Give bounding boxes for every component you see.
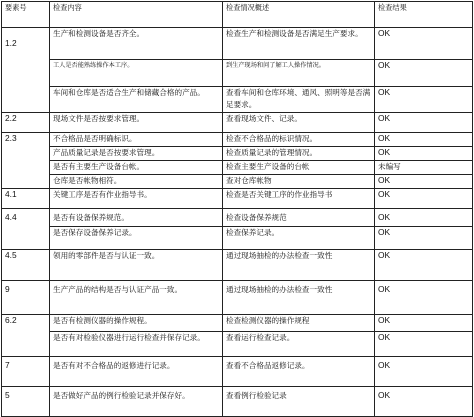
element-code: 4.4 xyxy=(2,209,50,250)
check-desc: 检查质量记录的管理情况。 xyxy=(223,147,375,161)
check-item: 是否有设备保养规范。 xyxy=(50,209,223,227)
table-row xyxy=(2,315,473,332)
check-result: OK xyxy=(375,113,473,133)
check-item: 是否有主要生产设备台帐。 xyxy=(50,161,223,175)
element-code: 2.3 xyxy=(2,133,50,189)
check-result: OK xyxy=(375,28,473,60)
check-desc: 检查保养记录。 xyxy=(223,227,375,250)
check-result: OK xyxy=(375,357,473,387)
check-item: 工人是否能熟练操作本工序。 xyxy=(50,60,223,87)
check-result: OK xyxy=(375,60,473,87)
check-result: OK xyxy=(375,332,473,357)
element-code: 9 xyxy=(2,281,50,315)
header-row xyxy=(2,2,473,28)
header-code: 要素号 xyxy=(2,2,50,28)
check-item: 生产和检测设备是否齐全。 xyxy=(50,28,223,60)
table-row xyxy=(2,357,473,387)
check-desc: 查看运行检查记录。 xyxy=(223,332,375,357)
element-code: 4.5 xyxy=(2,250,50,281)
check-item: 不合格品是否明确标识。 xyxy=(50,133,223,147)
check-desc: 到生产现场和问了解工人操作情况。 xyxy=(223,60,375,87)
check-result: OK xyxy=(375,281,473,315)
check-result: OK xyxy=(375,87,473,113)
check-item: 现场文件是否按要求管理。 xyxy=(50,113,223,133)
element-code: 7 xyxy=(2,357,50,387)
table-row xyxy=(2,87,473,113)
table-row xyxy=(2,227,473,250)
element-code: 2.2 xyxy=(2,113,50,133)
check-result: OK xyxy=(375,227,473,250)
check-desc: 检查生产和检测设备是否满足生产要求。 xyxy=(223,28,375,60)
check-result: OK xyxy=(375,387,473,417)
element-code: 6.2 xyxy=(2,315,50,357)
table-row xyxy=(2,175,473,189)
check-desc: 查看不合格品返修记录。 xyxy=(223,357,375,387)
table-row xyxy=(2,133,473,147)
check-desc: 通过现场抽检的办法检查一致性 xyxy=(223,281,375,315)
header-item: 检查内容 xyxy=(50,2,223,28)
table-row xyxy=(2,113,473,133)
header-result: 检查结果 xyxy=(375,2,473,28)
check-desc: 查对仓库帐物 xyxy=(223,175,375,189)
check-result: OK xyxy=(375,315,473,332)
check-desc: 检查是否关键工序的作业指导书 xyxy=(223,189,375,209)
check-desc: 检查检测仪器的操作规程 xyxy=(223,315,375,332)
check-item: 领用的零部件是否与认证一致。 xyxy=(50,250,223,281)
check-desc: 检查不合格品的标识情况。 xyxy=(223,133,375,147)
element-code: 1.2 xyxy=(2,28,50,113)
table-row xyxy=(2,161,473,175)
table-row xyxy=(2,147,473,161)
check-result: OK xyxy=(375,189,473,209)
element-code: 4.1 xyxy=(2,189,50,209)
check-desc: 检查主要生产设备的台帐 xyxy=(223,161,375,175)
inspection-table xyxy=(1,1,473,417)
table-row xyxy=(2,189,473,209)
check-desc: 通过现场抽检的办法检查一致性 xyxy=(223,250,375,281)
table-row xyxy=(2,28,473,60)
check-item: 是否保存设备保养记录。 xyxy=(50,227,223,250)
table-row xyxy=(2,387,473,417)
check-item: 仓库是否帐物相符。 xyxy=(50,175,223,189)
element-code: 5 xyxy=(2,387,50,417)
check-item: 生产产品的结构是否与认证产品一致。 xyxy=(50,281,223,315)
check-result: OK xyxy=(375,175,473,189)
table-row xyxy=(2,209,473,227)
check-desc: 查看现场文件、记录。 xyxy=(223,113,375,133)
check-item: 是否有对不合格品的返修进行记录。 xyxy=(50,357,223,387)
check-item: 车间和仓库是否适合生产和储藏合格的产品。 xyxy=(50,87,223,113)
check-item: 关键工序是否有作业指导书。 xyxy=(50,189,223,209)
check-desc: 检查设备保养规范 xyxy=(223,209,375,227)
check-item: 是否做好产品的例行检验记录并保存好。 xyxy=(50,387,223,417)
check-item: 是否有对检验仪器进行运行检查并保存记录。 xyxy=(50,332,223,357)
header-desc: 检查情况概述 xyxy=(223,2,375,28)
check-result: OK xyxy=(375,250,473,281)
check-desc: 查看车间和仓库环境、通风、照明等是否满足要求。 xyxy=(223,87,375,113)
check-item: 是否有检测仪器的操作规程。 xyxy=(50,315,223,332)
table-row xyxy=(2,281,473,315)
table-row xyxy=(2,250,473,281)
check-result: 未编写 xyxy=(375,161,473,175)
check-result: OK xyxy=(375,209,473,227)
check-desc: 查看例行检验记录 xyxy=(223,387,375,417)
table-row xyxy=(2,60,473,87)
check-result: OK xyxy=(375,147,473,161)
table-row xyxy=(2,332,473,357)
check-item: 产品质量记录是否按要求管理。 xyxy=(50,147,223,161)
check-result: OK xyxy=(375,133,473,147)
